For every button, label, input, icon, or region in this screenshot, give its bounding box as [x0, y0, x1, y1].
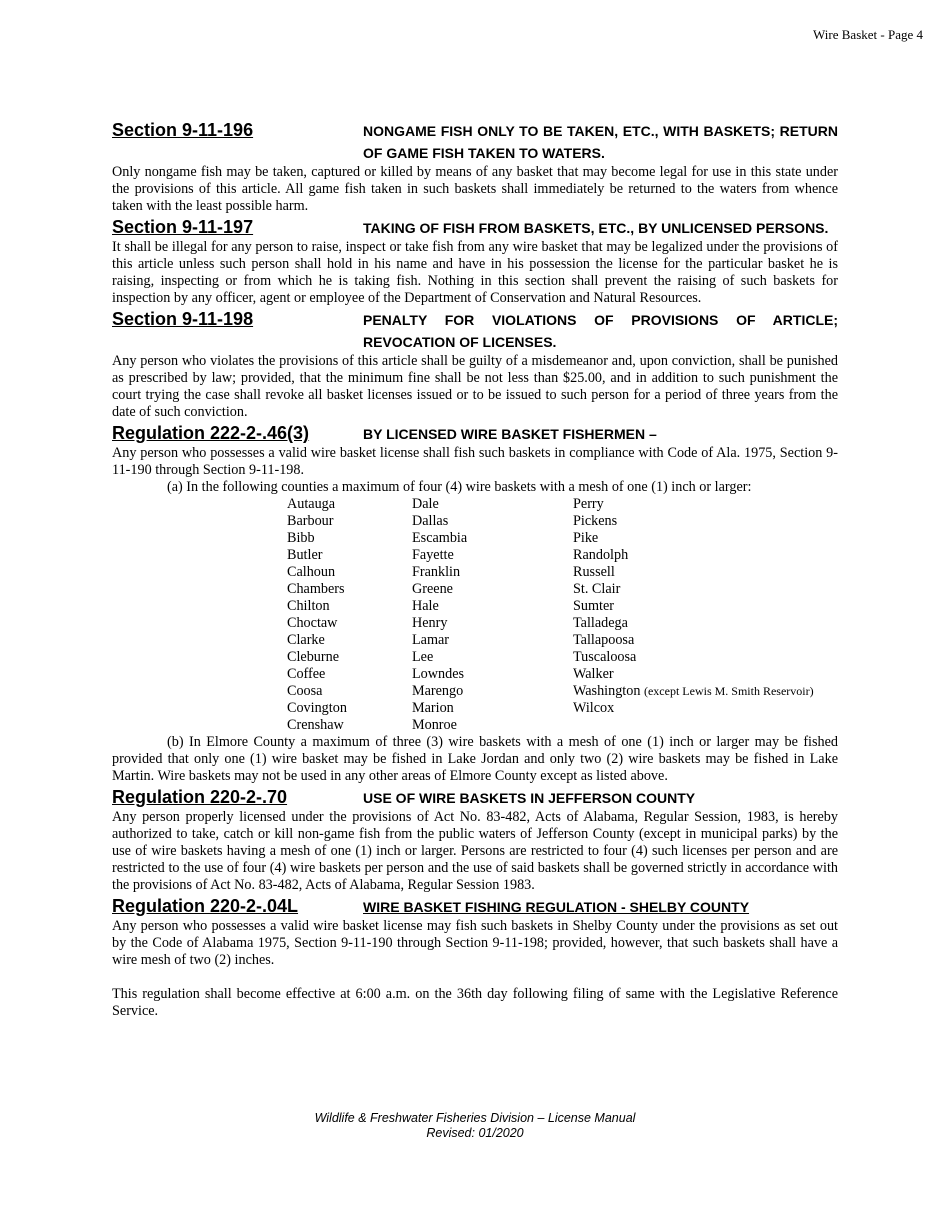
county-name: Russell	[573, 564, 615, 580]
regulation-46-item-a: (a) In the following counties a maximum of four (4) wire baskets with a mesh of one (1) inch or larger:	[167, 479, 752, 495]
county-name: Tuscaloosa	[573, 649, 637, 665]
section-198-heading	[112, 307, 838, 353]
county-name: Coosa	[287, 683, 323, 699]
regulation-04l-text: Any person who possesses a valid wire basket license may fish such baskets in Shelby County under the provisions as set out by the Code of Alabama 1975, Section 9-11-190 through Section 9-11-198; provided, however, that such baskets shall have a wire mesh of two (2) inches.	[112, 918, 838, 968]
regulation-70-text: Any person properly licensed under the provisions of Act No. 83-482, Acts of Alabama, Regular Session, 1983, is hereby authorized to take, catch or kill non-game fish from the public waters of Jefferson County (except in municipal parks) by the use of wire baskets having a mesh of one (1) inch or larger. Persons are restricted to four (4) such licenses per person and are restricted to the use of four (4) wire baskets per person and the use of said baskets shall be governed strictly in accordance with the provisions of Act No. 83-482, Acts of Alabama, Regular Session 1983.	[112, 809, 838, 893]
county-name: St. Clair	[573, 581, 621, 597]
county-cell	[573, 700, 814, 717]
county-cell	[287, 564, 412, 581]
county-cell	[287, 513, 412, 530]
county-name: Perry	[573, 496, 604, 512]
county-name: Autauga	[287, 496, 336, 512]
section-196-title: NONGAME FISH ONLY TO BE TAKEN, ETC., WITH BASKETS; RETURN OF GAME FISH TAKEN TO WATERS.	[363, 123, 838, 161]
regulation-04l-number: Regulation 220-2-.04L	[112, 896, 299, 916]
regulation-04l-heading	[112, 894, 838, 918]
county-cell	[412, 649, 573, 666]
section-197-title: TAKING OF FISH FROM BASKETS, ETC., BY UNLICENSED PERSONS.	[363, 220, 829, 236]
county-cell	[573, 598, 814, 615]
county-name: Marion	[412, 700, 454, 716]
county-cell	[573, 615, 814, 632]
county-name: Choctaw	[287, 615, 338, 631]
county-cell	[412, 598, 573, 615]
section-196-number: Section 9-11-196	[112, 120, 254, 140]
county-name: Chilton	[287, 598, 330, 614]
county-name: Bibb	[287, 530, 315, 546]
county-name: Calhoun	[287, 564, 336, 580]
county-cell	[412, 717, 573, 734]
county-cell	[573, 581, 814, 598]
county-name: Pike	[573, 530, 599, 546]
county-name: Barbour	[287, 513, 334, 529]
county-row	[287, 683, 814, 700]
county-cell	[287, 581, 412, 598]
section-197-text: It shall be illegal for any person to raise, inspect or take fish from any wire basket that may be legalized under the provisions of this article unless such person shall hold in his name and have in his possession the license for the particular basket he is raising, inspecting or from which he is taking fish. Nothing in this section shall prevent the raising of such baskets for inspection by any officer, agent or employee of the Department of Conservation and Natural Resources.	[112, 239, 838, 306]
county-name: Franklin	[412, 564, 461, 580]
regulation-46-item-b: (b) In Elmore County a maximum of three (3) wire baskets with a mesh of one (1) inch or larger may be fished provided that only one (1) wire basket may be fished in Lake Jordan and only two (2) wire baskets may be fished in Lake Martin. Wire baskets may not be used in any other areas of Elmore County except as listed above.	[112, 734, 838, 784]
county-name: Walker	[573, 666, 614, 682]
regulation-46-text: Any person who possesses a valid wire basket license shall fish such baskets in compliance with Code of Ala. 1975, Section 9-11-190 through Section 9-11-198.	[112, 445, 838, 478]
county-name: Chambers	[287, 581, 345, 597]
county-name: Tallapoosa	[573, 632, 635, 648]
county-cell	[573, 717, 814, 734]
county-name: Dallas	[412, 513, 449, 529]
county-cell	[412, 632, 573, 649]
county-cell	[287, 666, 412, 683]
regulation-70-title: USE OF WIRE BASKETS IN JEFFERSON COUNTY	[363, 790, 696, 806]
county-cell	[287, 615, 412, 632]
county-row	[287, 649, 814, 666]
county-name: Clarke	[287, 632, 325, 648]
section-197-number: Section 9-11-197	[112, 217, 254, 237]
county-row	[287, 598, 814, 615]
county-row	[287, 564, 814, 581]
county-cell	[412, 615, 573, 632]
county-cell	[412, 547, 573, 564]
county-cell	[412, 496, 573, 513]
county-name: Washington	[573, 683, 641, 699]
county-cell	[573, 683, 814, 700]
county-cell	[573, 496, 814, 513]
county-name: Covington	[287, 700, 347, 716]
county-name: Henry	[412, 615, 448, 631]
regulation-04l-title: WIRE BASKET FISHING REGULATION - SHELBY COUNTY	[363, 899, 750, 915]
county-name: Talladega	[573, 615, 628, 631]
regulation-70-number: Regulation 220-2-.70	[112, 787, 288, 807]
county-name: Pickens	[573, 513, 618, 529]
county-cell	[412, 530, 573, 547]
county-cell	[573, 530, 814, 547]
county-cell	[287, 700, 412, 717]
county-row	[287, 547, 814, 564]
section-198-text: Any person who violates the provisions of this article shall be guilty of a misdemeanor and, upon conviction, shall be punished as prescribed by law; provided, that the minimum fine shall be not less than $25.00, and in addition to such punishment the court trying the case shall revoke all basket licenses issued or to be issued to such person for a period of three years from the date of such conviction.	[112, 353, 838, 420]
county-name: Monroe	[412, 717, 457, 733]
county-name: Greene	[412, 581, 453, 597]
county-row	[287, 717, 814, 734]
county-cell	[573, 649, 814, 666]
county-cell	[412, 666, 573, 683]
county-cell	[573, 632, 814, 649]
regulation-46-title: BY LICENSED WIRE BASKET FISHERMEN –	[363, 426, 657, 442]
county-cell	[287, 547, 412, 564]
county-name: Lowndes	[412, 666, 465, 682]
counties-table	[287, 496, 814, 734]
county-name: Lamar	[412, 632, 450, 648]
county-cell	[412, 564, 573, 581]
county-cell	[573, 666, 814, 683]
county-name: Coffee	[287, 666, 326, 682]
county-name: Marengo	[412, 683, 464, 699]
footer-line-1: Wildlife & Freshwater Fisheries Division – License Manual	[314, 1111, 636, 1125]
county-cell	[287, 649, 412, 666]
county-row	[287, 513, 814, 530]
regulation-46-heading	[112, 421, 838, 445]
county-name: Fayette	[412, 547, 454, 563]
county-row	[287, 700, 814, 717]
county-name: Butler	[287, 547, 323, 563]
section-196-heading	[112, 118, 838, 164]
county-name: Sumter	[573, 598, 614, 614]
regulation-46-number: Regulation 222-2-.46(3)	[112, 423, 310, 443]
county-cell	[573, 547, 814, 564]
county-row	[287, 496, 814, 513]
regulation-04l-effective-text: This regulation shall become effective at 6:00 a.m. on the 36th day following filing of same with the Legislative Reference Service.	[112, 986, 838, 1019]
page-footer	[0, 1111, 950, 1141]
county-name: Cleburne	[287, 649, 340, 665]
page-header-label: Wire Basket - Page 4	[813, 27, 923, 42]
footer-line-2: Revised: 01/2020	[426, 1126, 524, 1140]
county-cell	[573, 564, 814, 581]
section-196-text: Only nongame fish may be taken, captured or killed by means of any basket that may become legal for use in this state under the provisions of this article. All game fish taken in such baskets shall immediately be returned to the waters from whence taken with the least possible harm.	[112, 164, 838, 214]
county-cell	[287, 683, 412, 700]
county-row	[287, 632, 814, 649]
county-name: Wilcox	[573, 700, 615, 716]
section-197-heading	[112, 215, 838, 239]
county-name: Crenshaw	[287, 717, 344, 733]
county-name: Dale	[412, 496, 439, 512]
county-name: Lee	[412, 649, 434, 665]
county-cell	[573, 513, 814, 530]
county-cell	[412, 513, 573, 530]
regulation-70-heading	[112, 785, 838, 809]
county-name: Escambia	[412, 530, 468, 546]
section-198-number: Section 9-11-198	[112, 309, 254, 329]
county-cell	[287, 632, 412, 649]
county-cell	[412, 683, 573, 700]
section-198-title: PENALTY FOR VIOLATIONS OF PROVISIONS OF ARTICLE; REVOCATION OF LICENSES.	[363, 312, 838, 350]
document-body	[112, 118, 838, 1020]
county-cell	[412, 581, 573, 598]
county-cell	[287, 717, 412, 734]
county-cell	[287, 530, 412, 547]
washington-exception-note: (except Lewis M. Smith Reservoir)	[643, 684, 814, 698]
county-name: Randolph	[573, 547, 629, 563]
county-cell	[287, 496, 412, 513]
county-name: Hale	[412, 598, 439, 614]
county-row	[287, 581, 814, 598]
county-row	[287, 615, 814, 632]
county-row	[287, 666, 814, 683]
county-cell	[412, 700, 573, 717]
county-row	[287, 530, 814, 547]
county-cell	[287, 598, 412, 615]
